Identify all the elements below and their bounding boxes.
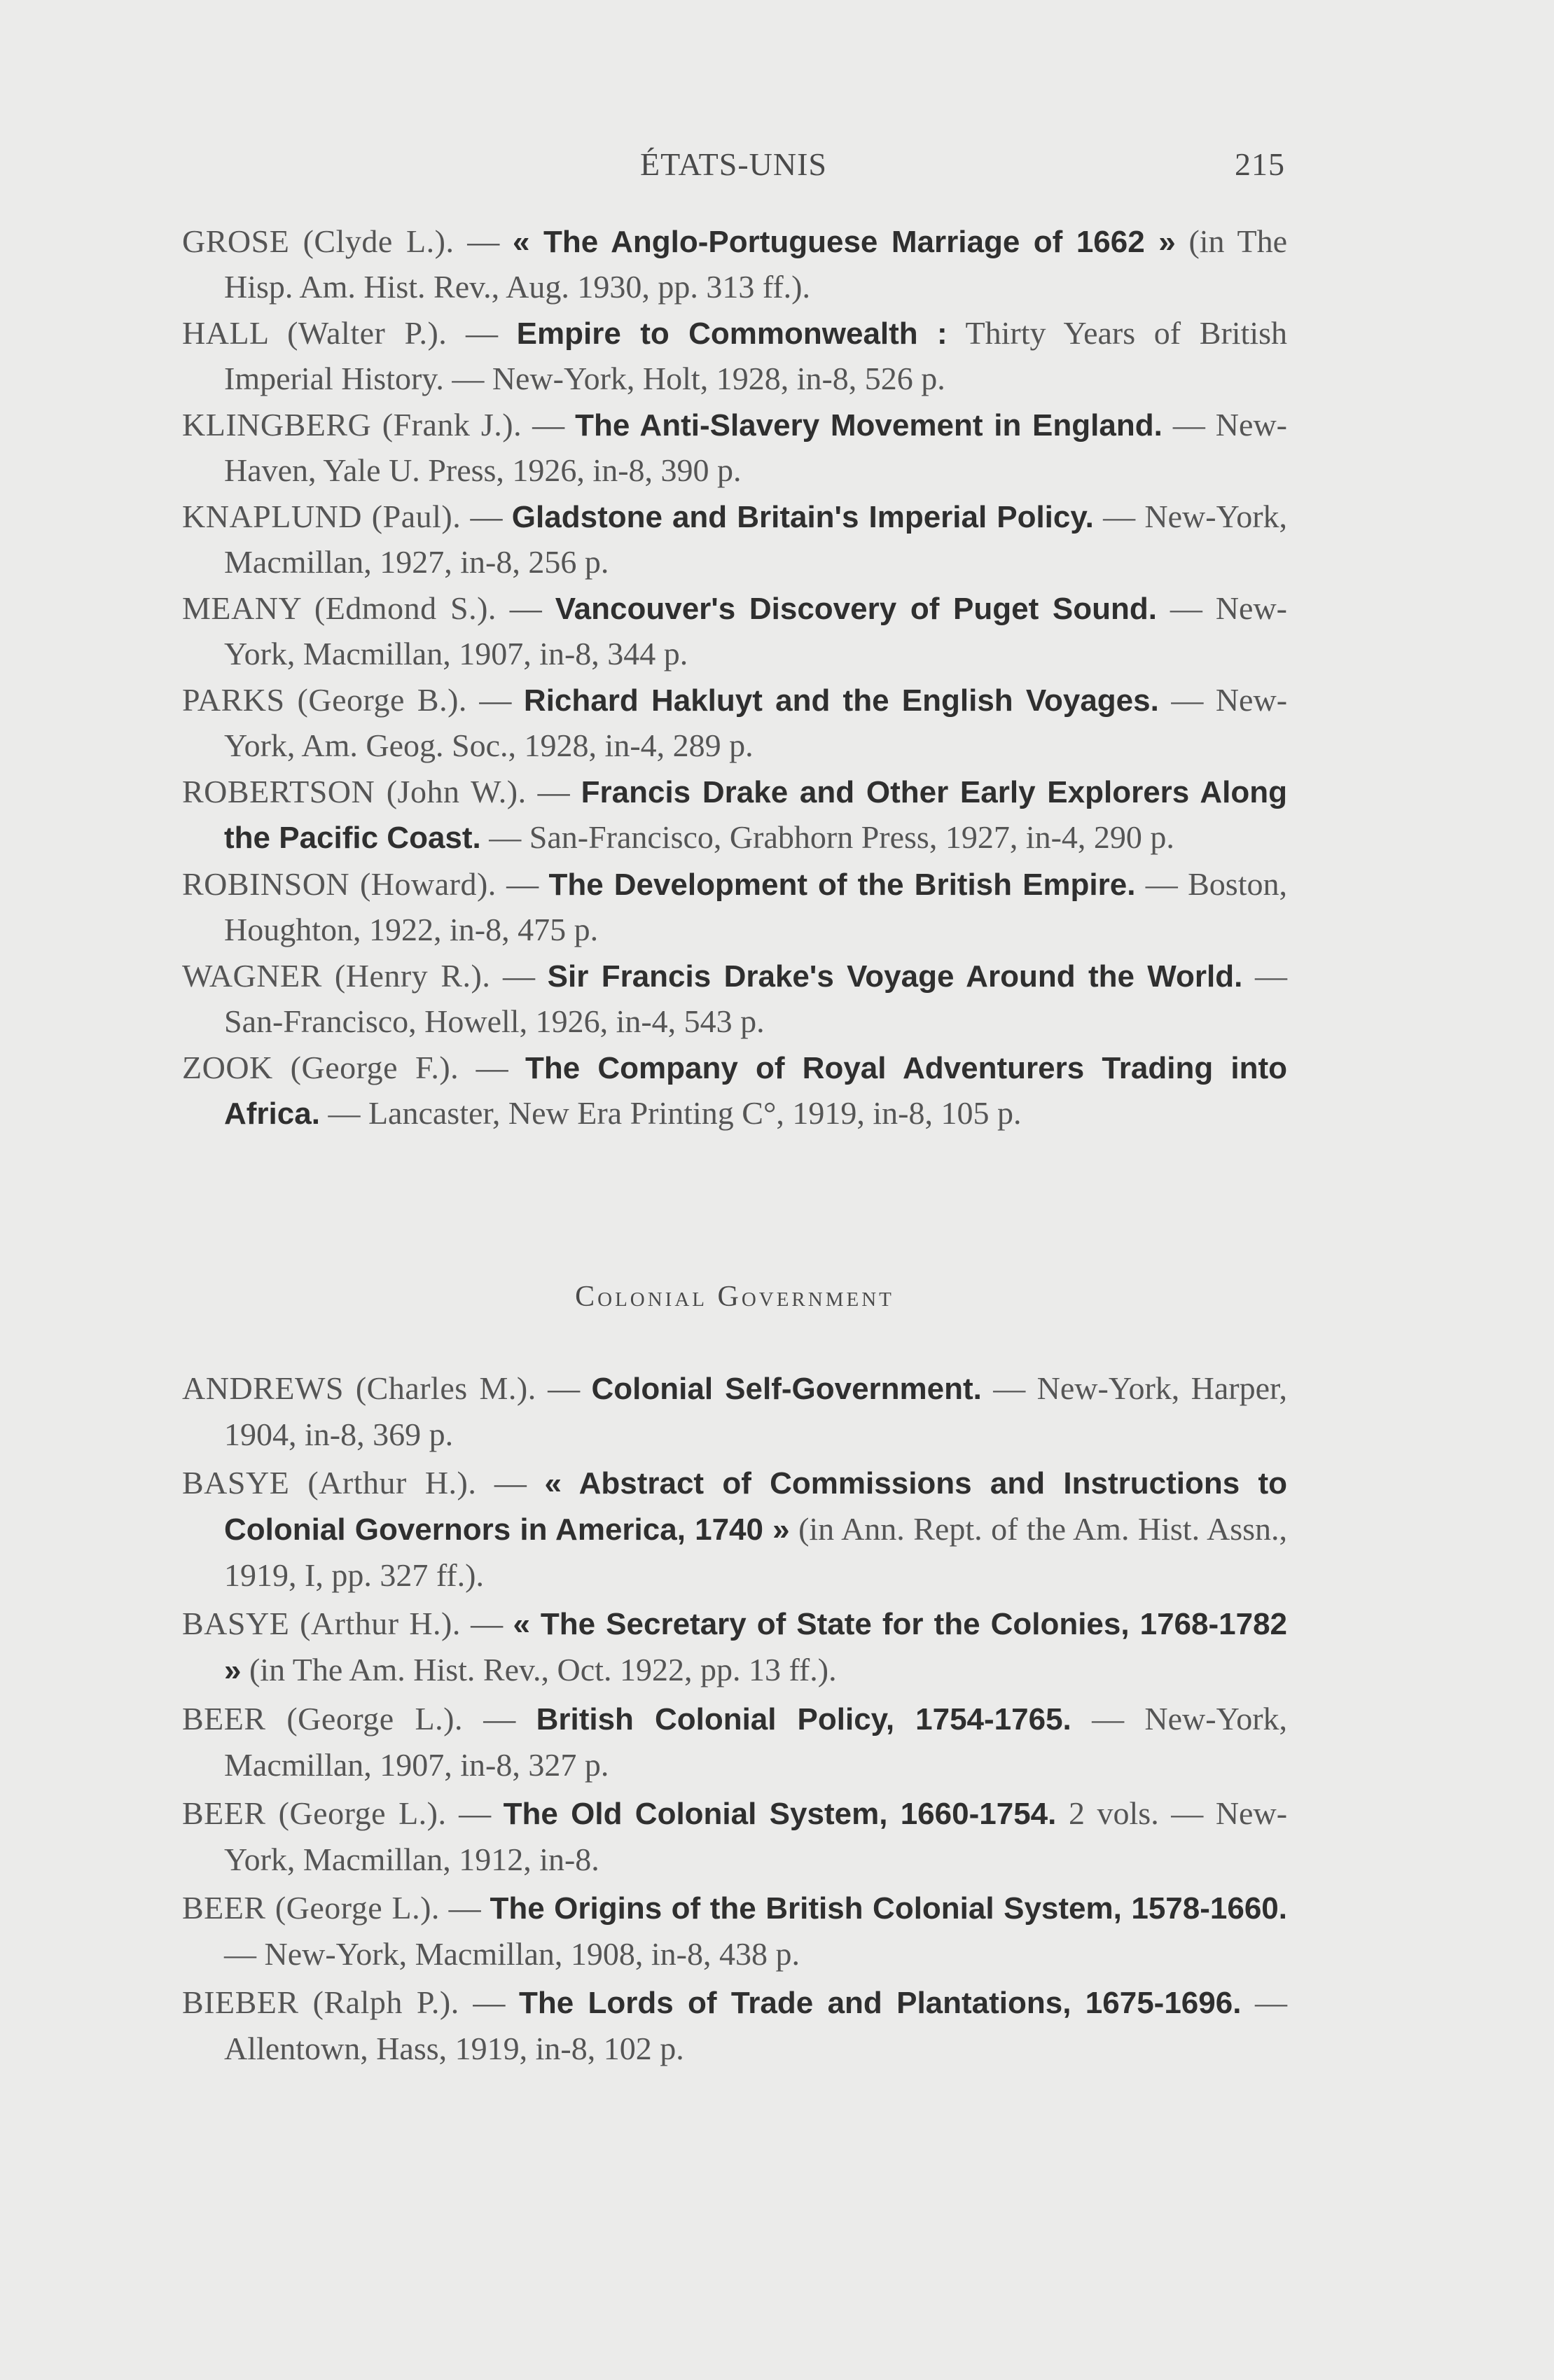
entry-author: ANDREWS (Charles M.). — [182, 1370, 536, 1406]
entry-author: ROBERTSON (John W.). — [182, 774, 527, 809]
entry-publication: — Boston, Houghton, 1922, in-8, 475 p. — [224, 866, 1287, 947]
entry-author: MEANY (Edmond S.). — [182, 590, 497, 626]
entry-publication: — San-Francisco, Grabhorn Press, 1927, in-4, 290 p. — [489, 819, 1174, 855]
entry-title: The Old Colonial System, 1660-1754. — [503, 1797, 1057, 1831]
entry-title: Sir Francis Drake's Voyage Around the World. — [547, 959, 1243, 994]
bibliography-list — [182, 219, 1287, 1138]
bibliography-entry: WAGNER (Henry R.). — Sir Francis Drake's Voyage Around the World. — San-Francisco, Howell, 1926, in-4, 543 p. — [182, 958, 1288, 1039]
bibliography-entry: BIEBER (Ralph P.). — The Lords of Trade and Plantations, 1675-1696. — Allentown, Hass, 1919, in-8, 102 p. — [182, 1984, 1288, 2066]
entry-author: BEER (George L.). — [182, 1890, 440, 1926]
entry-publication: — San-Francisco, Howell, 1926, in-4, 543 p. — [224, 958, 1288, 1039]
entry-title: British Colonial Policy, 1754-1765. — [536, 1702, 1071, 1737]
page-header — [182, 146, 1285, 195]
bibliography-entry: BEER (George L.). — The Old Colonial System, 1660-1754. 2 vols. — New-York, Macmillan, 1912, in-8. — [182, 1795, 1288, 1877]
entry-publication: 2 vols. — New-York, Macmillan, 1912, in-8. — [224, 1795, 1288, 1877]
bibliography-entry: BASYE (Arthur H.). — « Abstract of Commissions and Instructions to Colonial Governors in America, 1740 » (in Ann. Rept. of the Am. Hist. Assn., 1919, I, pp. 327 ff.). — [182, 1465, 1288, 1593]
entry-title: Vancouver's Discovery of Puget Sound. — [555, 592, 1157, 626]
bibliography-entry: KLINGBERG (Frank J.). — The Anti-Slavery Movement in England. — New-Haven, Yale U. Press, 1926, in-8, 390 p. — [182, 407, 1287, 488]
bibliography-entry: MEANY (Edmond S.). — Vancouver's Discovery of Puget Sound. — New-York, Macmillan, 1907, in-8, 344 p. — [182, 590, 1287, 671]
entry-author: KNAPLUND (Paul). — [182, 499, 462, 534]
entry-title: « The Secretary of State for the Colonies, 1768-1782 » — [224, 1607, 1288, 1687]
colonial-government-list — [182, 1365, 1287, 2074]
entry-author: GROSE (Clyde L.). — [182, 223, 455, 259]
entry-author: WAGNER (Henry R.). — [182, 958, 491, 994]
entry-publication: — New-Haven, Yale U. Press, 1926, in-8, 390 p. — [224, 407, 1287, 488]
entry-title: The Lords of Trade and Plantations, 1675-1696. — [518, 1986, 1242, 2020]
entry-publication: — Lancaster, New Era Printing C°, 1919, in-8, 105 p. — [328, 1095, 1022, 1131]
entry-publication: — Allentown, Hass, 1919, in-8, 102 p. — [224, 1984, 1288, 2066]
bibliography-entry: ANDREWS (Charles M.). — Colonial Self-Government. — New-York, Harper, 1904, in-8, 369 p. — [182, 1370, 1288, 1452]
entry-title: The Origins of the British Colonial System, 1578-1660. — [490, 1891, 1287, 1926]
page-number: 215 — [1235, 146, 1285, 182]
bibliography-entry: HALL (Walter P.). — Empire to Commonwealth : Thirty Years of British Imperial History. — New-York, Holt, 1928, in-8, 526 p. — [182, 315, 1288, 396]
entry-publication: — New-York, Macmillan, 1907, in-8, 344 p. — [224, 590, 1287, 671]
entry-author: HALL (Walter P.). — [182, 315, 448, 351]
bibliography-entry: BEER (George L.). — The Origins of the British Colonial System, 1578-1660. — New-York, Macmillan, 1908, in-8, 438 p. — [182, 1890, 1287, 1972]
bibliography-entry: BASYE (Arthur H.). — « The Secretary of State for the Colonies, 1768-1782 » (in The Am. Hist. Rev., Oct. 1922, pp. 13 ff.). — [182, 1606, 1288, 1687]
entry-publication: (in The Am. Hist. Rev., Oct. 1922, pp. 13 ff.). — [249, 1652, 837, 1687]
bibliography-entry: PARKS (George B.). — Richard Hakluyt and the English Voyages. — New-York, Am. Geog. Soc., 1928, in-4, 289 p. — [182, 682, 1288, 763]
entry-publication: Thirty Years of British Imperial History. — New-York, Holt, 1928, in-8, 526 p. — [224, 315, 1288, 396]
bibliography-entry: ZOOK (George F.). — The Company of Royal Adventurers Trading into Africa. — Lancaster, New Era Printing C°, 1919, in-8, 105 p. — [182, 1050, 1287, 1131]
entry-publication: (in Ann. Rept. of the Am. Hist. Assn., 1919, I, pp. 327 ff.). — [224, 1511, 1287, 1593]
entry-title: The Anti-Slavery Movement in England. — [575, 408, 1163, 443]
entry-title: Richard Hakluyt and the English Voyages. — [523, 683, 1159, 718]
running-title: ÉTATS-UNIS — [640, 146, 827, 182]
entry-publication: (in The Hisp. Am. Hist. Rev., Aug. 1930, pp. 313 ff.). — [224, 223, 1288, 305]
entry-author: BIEBER (Ralph P.). — [182, 1984, 459, 2020]
entry-author: ZOOK (George F.). — [182, 1050, 459, 1085]
bibliography-entry: ROBERTSON (John W.). — Francis Drake and Other Early Explorers Along the Pacific Coast. — San-Francisco, Grabhorn Press, 1927, in-4, 290 p. — [182, 774, 1287, 855]
entry-publication: — New-York, Macmillan, 1908, in-8, 438 p. — [224, 1936, 800, 1972]
entry-author: BEER (George L.). — [182, 1795, 447, 1831]
entry-author: KLINGBERG (Frank J.). — [182, 407, 522, 443]
entry-title: The Development of the British Empire. — [548, 868, 1136, 902]
entry-title: « The Anglo-Portuguese Marriage of 1662 » — [513, 225, 1176, 259]
entry-publication: — New-York, Macmillan, 1927, in-8, 256 p. — [224, 499, 1288, 580]
entry-publication: — New-York, Harper, 1904, in-8, 369 p. — [224, 1370, 1288, 1452]
bibliography-entry: KNAPLUND (Paul). — Gladstone and Britain's Imperial Policy. — New-York, Macmillan, 1927, in-8, 256 p. — [182, 499, 1288, 580]
entry-title: Gladstone and Britain's Imperial Policy. — [511, 500, 1094, 534]
entry-title: Francis Drake and Other Early Explorers Along the Pacific Coast. — [224, 775, 1287, 855]
entry-publication: — New-York, Am. Geog. Soc., 1928, in-4, 289 p. — [224, 682, 1288, 763]
entry-author: ROBINSON (Howard). — [182, 866, 497, 902]
entry-author: PARKS (George B.). — [182, 682, 467, 718]
section-heading: Colonial Government — [575, 1281, 894, 1313]
bibliography-entry: ROBINSON (Howard). — The Development of the British Empire. — Boston, Houghton, 1922, in-8, 475 p. — [182, 866, 1287, 947]
entry-title: Colonial Self-Government. — [591, 1372, 982, 1406]
bibliography-entry: GROSE (Clyde L.). — « The Anglo-Portuguese Marriage of 1662 » (in The Hisp. Am. Hist. Rev., Aug. 1930, pp. 313 ff.). — [182, 223, 1288, 305]
entry-author: BASYE (Arthur H.). — [182, 1606, 461, 1641]
entry-author: BASYE (Arthur H.). — [182, 1465, 477, 1501]
entry-author: BEER (George L.). — [182, 1701, 463, 1737]
entry-title: « Abstract of Commissions and Instructions to Colonial Governors in America, 1740 » — [224, 1466, 1288, 1547]
entry-title: The Company of Royal Adventurers Trading into Africa. — [224, 1051, 1287, 1131]
entry-title: Empire to Commonwealth : — [516, 316, 948, 351]
bibliography-entry: BEER (George L.). — British Colonial Policy, 1754-1765. — New-York, Macmillan, 1907, in-8, 327 p. — [182, 1701, 1288, 1783]
entry-publication: — New-York, Macmillan, 1907, in-8, 327 p. — [224, 1701, 1288, 1783]
